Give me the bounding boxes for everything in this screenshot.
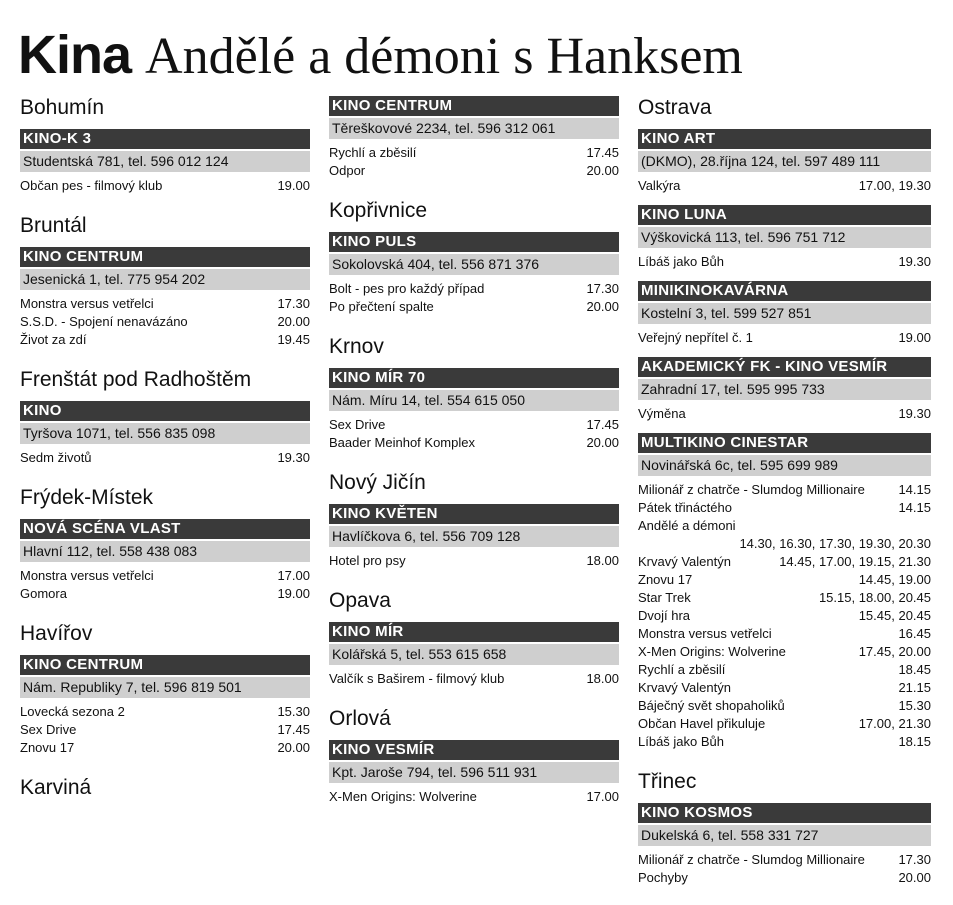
film-row <box>638 589 931 607</box>
film-title: Výměna <box>638 406 686 421</box>
cinema-block <box>638 803 931 887</box>
film-title: Sex Drive <box>20 722 77 737</box>
film-title: Líbáš jako Bůh <box>638 254 725 269</box>
film-row <box>20 295 310 313</box>
film-row <box>20 567 310 585</box>
film-times: 20.00 <box>586 435 619 450</box>
cinema-block <box>329 740 619 806</box>
film-row <box>638 329 931 347</box>
film-row <box>638 517 931 535</box>
city-section <box>329 96 619 180</box>
film-title: Baader Meinhof Komplex <box>329 435 475 450</box>
cinema-name: KINO MÍR 70 <box>329 368 619 388</box>
film-times: 20.00 <box>898 870 931 885</box>
film-list <box>638 177 931 195</box>
city-section <box>329 706 619 806</box>
cinema-name: KINO CENTRUM <box>20 247 310 267</box>
film-times: 17.45 <box>586 417 619 432</box>
film-title: Monstra versus vetřelci <box>20 296 154 311</box>
film-row <box>329 434 619 452</box>
film-times: 15.15, 18.00, 20.45 <box>818 590 931 605</box>
city-section <box>638 769 931 887</box>
film-title: Odpor <box>329 163 366 178</box>
film-times: 19.45 <box>277 332 310 347</box>
cinema-address: Nám. Míru 14, tel. 554 615 050 <box>329 390 619 411</box>
city-section <box>329 198 619 316</box>
cinema-name: KINO MÍR <box>329 622 619 642</box>
cinema-name: KINO CENTRUM <box>20 655 310 675</box>
film-times: 20.00 <box>277 314 310 329</box>
film-list <box>638 405 931 423</box>
film-list <box>329 416 619 452</box>
city-name: Karviná <box>20 776 92 799</box>
film-title: Rychlí a zběsilí <box>638 662 726 677</box>
film-times: 15.45, 20.45 <box>858 608 931 623</box>
film-title: Hotel pro psy <box>329 553 406 568</box>
cinema-name: KINO LUNA <box>638 205 931 225</box>
film-row <box>638 481 931 499</box>
film-title: Sedm životů <box>20 450 92 465</box>
film-title: Znovu 17 <box>638 572 693 587</box>
city-name: Havířov <box>20 622 93 645</box>
film-title: Báječný svět shopaholiků <box>638 698 785 713</box>
film-row <box>638 571 931 589</box>
city-section <box>329 470 619 570</box>
film-times: 17.00, 21.30 <box>858 716 931 731</box>
city-name: Orlová <box>329 707 391 730</box>
cinema-name: MINIKINOKAVÁRNA <box>638 281 931 301</box>
film-times: 14.45, 19.00 <box>858 572 931 587</box>
film-row <box>20 739 310 757</box>
film-row <box>329 162 619 180</box>
film-list <box>329 552 619 570</box>
film-title: Občan pes - filmový klub <box>20 178 163 193</box>
column-1 <box>20 95 310 819</box>
city-section <box>638 95 931 751</box>
film-row <box>638 253 931 271</box>
film-times: 17.45, 20.00 <box>858 644 931 659</box>
film-times: 19.30 <box>898 406 931 421</box>
cinema-address: Kpt. Jaroše 794, tel. 596 511 931 <box>329 762 619 783</box>
city-name: Frenštát pod Radhoštěm <box>20 368 252 391</box>
film-row <box>638 607 931 625</box>
film-times: 20.00 <box>586 163 619 178</box>
film-times: 19.00 <box>277 178 310 193</box>
film-times: 20.00 <box>586 299 619 314</box>
film-row <box>329 144 619 162</box>
film-title: Krvavý Valentýn <box>638 680 731 695</box>
film-title: Líbáš jako Bůh <box>638 734 725 749</box>
film-row <box>20 331 310 349</box>
cinema-block <box>20 129 310 195</box>
city-section <box>20 621 310 757</box>
city-name: Opava <box>329 589 391 612</box>
film-times: 18.45 <box>898 662 931 677</box>
film-row <box>20 177 310 195</box>
section-label: Kina <box>18 25 132 85</box>
film-list <box>20 449 310 467</box>
cinema-address: Výškovická 113, tel. 596 751 712 <box>638 227 931 248</box>
column-3 <box>638 95 931 905</box>
film-row <box>638 679 931 697</box>
film-times: 17.45 <box>586 145 619 160</box>
film-row <box>638 177 931 195</box>
film-list <box>329 788 619 806</box>
city-section <box>20 775 310 801</box>
cinema-address: Dukelská 6, tel. 558 331 727 <box>638 825 931 846</box>
film-times: 17.30 <box>898 852 931 867</box>
film-title: Star Trek <box>638 590 691 605</box>
cinema-name: KINO CENTRUM <box>329 96 619 116</box>
cinema-name: KINO PULS <box>329 232 619 252</box>
film-row <box>329 298 619 316</box>
cinema-address: Kolářská 5, tel. 553 615 658 <box>329 644 619 665</box>
cinema-address: Kostelní 3, tel. 599 527 851 <box>638 303 931 324</box>
film-times: 14.45, 17.00, 19.15, 21.30 <box>779 554 931 569</box>
city-name: Kopřivnice <box>329 199 428 222</box>
film-list <box>329 670 619 688</box>
city-section <box>20 485 310 603</box>
cinema-name: NOVÁ SCÉNA VLAST <box>20 519 310 539</box>
cinema-block <box>20 519 310 603</box>
cinema-name: KINO KOSMOS <box>638 803 931 823</box>
cinema-address: Studentská 781, tel. 596 012 124 <box>20 151 310 172</box>
film-list <box>329 280 619 316</box>
city-name: Nový Jičín <box>329 471 426 494</box>
film-title: Pochyby <box>638 870 688 885</box>
cinema-block <box>638 281 931 347</box>
cinema-block <box>638 357 931 423</box>
city-name: Frýdek-Místek <box>20 486 154 509</box>
film-times: 17.00 <box>277 568 310 583</box>
film-title: Andělé a démoni <box>638 518 736 533</box>
film-list <box>638 481 931 751</box>
film-times: 17.00 <box>586 789 619 804</box>
film-row <box>329 416 619 434</box>
film-times: 17.30 <box>586 281 619 296</box>
film-title: Veřejný nepřítel č. 1 <box>638 330 753 345</box>
cinema-address: Hlavní 112, tel. 558 438 083 <box>20 541 310 562</box>
film-times: 19.30 <box>898 254 931 269</box>
film-row <box>329 280 619 298</box>
city-name: Krnov <box>329 335 384 358</box>
film-title: Milionář z chatrče - Slumdog Millionaire <box>638 482 865 497</box>
film-times: 14.15 <box>898 482 931 497</box>
film-row <box>329 788 619 806</box>
film-list <box>638 329 931 347</box>
film-list <box>20 177 310 195</box>
cinema-block <box>638 205 931 271</box>
cinema-name: KINO <box>20 401 310 421</box>
film-title: Sex Drive <box>329 417 386 432</box>
film-row <box>638 535 931 553</box>
film-row <box>329 670 619 688</box>
headline-title: Andělé a démoni s Hanksem <box>145 28 743 85</box>
film-times: 19.30 <box>277 450 310 465</box>
film-title: Pátek třináctého <box>638 500 732 515</box>
cinema-address: Nám. Republiky 7, tel. 596 819 501 <box>20 677 310 698</box>
film-list <box>20 295 310 349</box>
cinema-name: MULTIKINO CINESTAR <box>638 433 931 453</box>
film-row <box>638 733 931 751</box>
cinema-block <box>329 368 619 452</box>
film-list <box>329 144 619 180</box>
city-name: Bohumín <box>20 96 105 119</box>
cinema-address: Těreškovové 2234, tel. 596 312 061 <box>329 118 619 139</box>
film-title: Dvojí hra <box>638 608 691 623</box>
film-list <box>20 567 310 603</box>
film-title: Valkýra <box>638 178 681 193</box>
film-title: S.S.D. - Spojení nenavázáno <box>20 314 188 329</box>
film-times: 17.00, 19.30 <box>858 178 931 193</box>
film-row <box>20 703 310 721</box>
film-times: 16.45 <box>898 626 931 641</box>
film-times: 19.00 <box>898 330 931 345</box>
film-title: Monstra versus vetřelci <box>638 626 772 641</box>
film-title: X-Men Origins: Wolverine <box>329 789 477 804</box>
cinema-block <box>20 655 310 757</box>
film-times: 14.15 <box>898 500 931 515</box>
column-2 <box>329 96 619 824</box>
film-title: Monstra versus vetřelci <box>20 568 154 583</box>
cinema-address: Sokolovská 404, tel. 556 871 376 <box>329 254 619 275</box>
cinema-name: KINO VESMÍR <box>329 740 619 760</box>
film-title: X-Men Origins: Wolverine <box>638 644 786 659</box>
film-row <box>20 449 310 467</box>
page-headline <box>18 24 743 84</box>
city-section <box>329 334 619 452</box>
film-row <box>329 552 619 570</box>
cinema-block <box>638 129 931 195</box>
city-section <box>20 95 310 195</box>
cinema-block <box>329 504 619 570</box>
film-row <box>20 585 310 603</box>
cinema-block <box>20 401 310 467</box>
film-row <box>638 851 931 869</box>
film-title: Občan Havel přikuluje <box>638 716 766 731</box>
film-title: Po přečtení spalte <box>329 299 434 314</box>
film-times: 15.30 <box>277 704 310 719</box>
cinema-address: Tyršova 1071, tel. 556 835 098 <box>20 423 310 444</box>
film-row <box>20 721 310 739</box>
cinema-block <box>638 433 931 751</box>
film-row <box>638 553 931 571</box>
film-times: 17.30 <box>277 296 310 311</box>
cinema-name: KINO-K 3 <box>20 129 310 149</box>
film-times: 21.15 <box>898 680 931 695</box>
city-section <box>329 588 619 688</box>
film-title: Život za zdí <box>20 332 87 347</box>
film-row <box>20 313 310 331</box>
film-row <box>638 661 931 679</box>
film-times: 17.45 <box>277 722 310 737</box>
film-title: Krvavý Valentýn <box>638 554 731 569</box>
film-list <box>638 851 931 887</box>
film-times: 18.00 <box>586 553 619 568</box>
cinema-address: Havlíčkova 6, tel. 556 709 128 <box>329 526 619 547</box>
film-row <box>638 697 931 715</box>
cinema-block <box>20 247 310 349</box>
film-title: Bolt - pes pro každý případ <box>329 281 485 296</box>
cinema-name: KINO KVĚTEN <box>329 504 619 524</box>
film-times: 15.30 <box>898 698 931 713</box>
cinema-block <box>329 232 619 316</box>
film-title: Znovu 17 <box>20 740 75 755</box>
film-row <box>638 869 931 887</box>
film-row <box>638 715 931 733</box>
film-times: 20.00 <box>277 740 310 755</box>
cinema-name: KINO ART <box>638 129 931 149</box>
film-row <box>638 499 931 517</box>
film-title: Lovecká sezona 2 <box>20 704 125 719</box>
cinema-address: Novinářská 6c, tel. 595 699 989 <box>638 455 931 476</box>
city-section <box>20 213 310 349</box>
film-row <box>638 643 931 661</box>
city-section <box>20 367 310 467</box>
city-name: Třinec <box>638 770 697 793</box>
film-row <box>638 625 931 643</box>
film-times: 14.30, 16.30, 17.30, 19.30, 20.30 <box>739 536 931 551</box>
film-list <box>20 703 310 757</box>
film-title: Valčík s Baširem - filmový klub <box>329 671 505 686</box>
city-name: Bruntál <box>20 214 87 237</box>
cinema-block <box>329 96 619 180</box>
cinema-address: (DKMO), 28.října 124, tel. 597 489 111 <box>638 151 931 172</box>
cinema-block <box>329 622 619 688</box>
film-times: 18.15 <box>898 734 931 749</box>
film-times: 18.00 <box>586 671 619 686</box>
film-row <box>638 405 931 423</box>
film-title: Milionář z chatrče - Slumdog Millionaire <box>638 852 865 867</box>
cinema-address: Jesenická 1, tel. 775 954 202 <box>20 269 310 290</box>
film-list <box>638 253 931 271</box>
film-title: Rychlí a zběsilí <box>329 145 417 160</box>
city-name: Ostrava <box>638 96 712 119</box>
film-times: 19.00 <box>277 586 310 601</box>
cinema-name: AKADEMICKÝ FK - KINO VESMÍR <box>638 357 931 377</box>
cinema-address: Zahradní 17, tel. 595 995 733 <box>638 379 931 400</box>
film-title: Gomora <box>20 586 67 601</box>
